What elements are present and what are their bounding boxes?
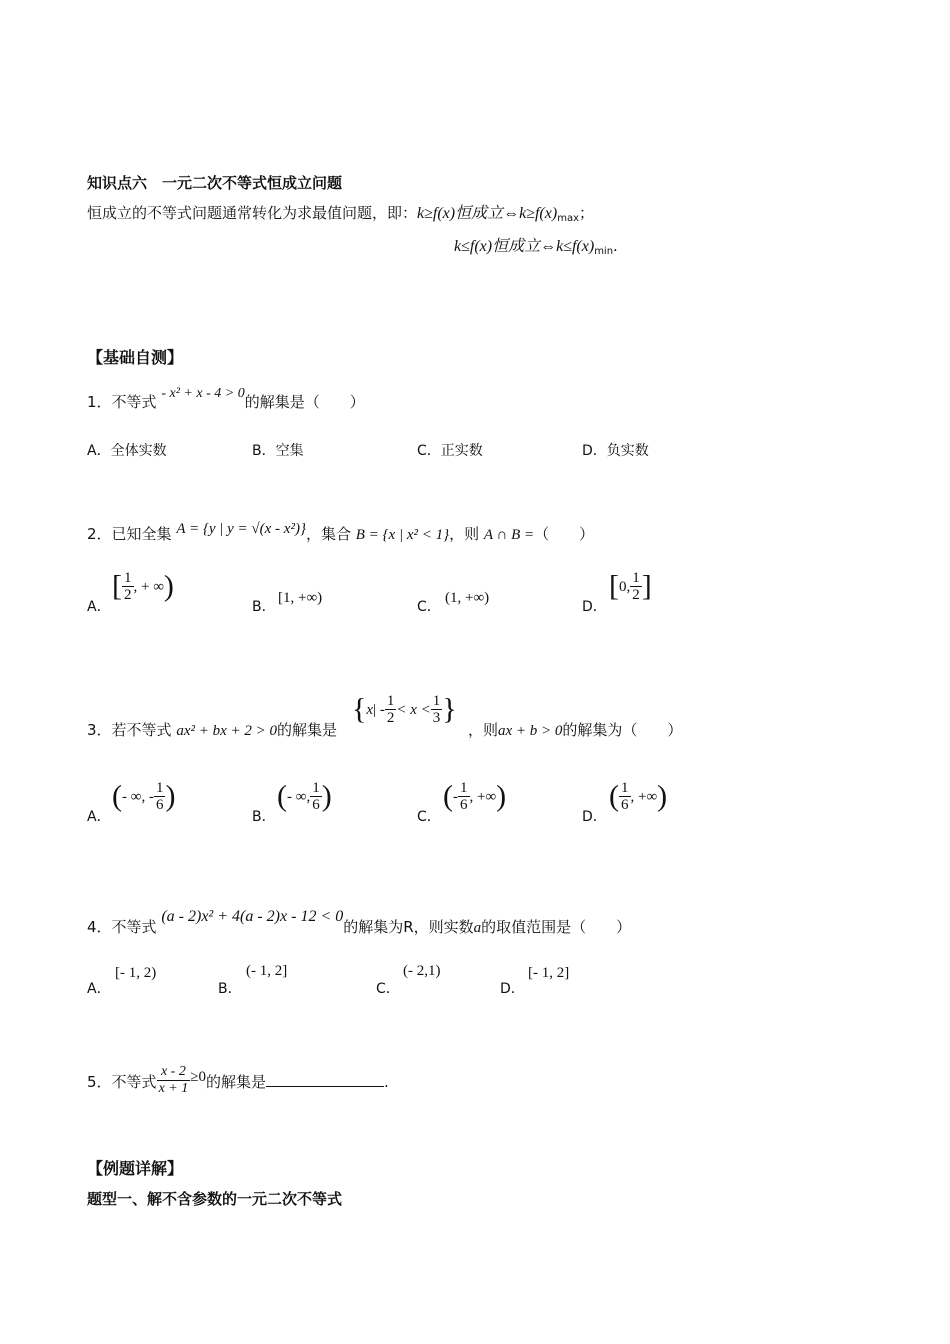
examples-heading: 【例题详解】 bbox=[87, 1159, 184, 1178]
q3-option-a-math: (- ∞, - $\frac{1}{6}$ ) bbox=[112, 779, 176, 813]
q4-number: 4． bbox=[87, 918, 112, 936]
q5-end: . bbox=[383, 1073, 389, 1091]
q2-option-c[interactable] bbox=[417, 597, 441, 617]
q2-option-d-math: [0, $\frac{1}{2}$ ] bbox=[609, 569, 652, 603]
q5-suffix: 的解集是 bbox=[205, 1073, 266, 1091]
question-1 bbox=[87, 386, 365, 414]
q4-math: (a - 2)x² + 4(a - 2)x - 12 < 0 bbox=[161, 908, 344, 925]
q5-answer-blank[interactable] bbox=[266, 1072, 384, 1087]
q4-option-c-label: C． bbox=[376, 981, 400, 997]
q2-set-a: A = {y | y = √(x - x²)} bbox=[176, 521, 306, 537]
q3-option-c-math: (- $\frac{1}{6}$ , +∞) bbox=[443, 779, 507, 813]
question-3 bbox=[87, 720, 337, 741]
q3-prefix: 若不等式 bbox=[111, 721, 172, 739]
q3-option-a[interactable] bbox=[87, 807, 111, 827]
question-type-1: 题型一、解不含参数的一元二次不等式 bbox=[87, 1190, 343, 1208]
line1-end: ； bbox=[579, 204, 595, 222]
q3-option-b-math: (- ∞, $\frac{1}{6}$ ) bbox=[277, 779, 332, 813]
q2-option-a[interactable] bbox=[87, 597, 111, 617]
q2-option-b-label: B． bbox=[252, 599, 276, 615]
question-2 bbox=[87, 521, 595, 545]
line1-prefix: 恒成立的不等式问题通常转化为求最值问题，即： bbox=[87, 204, 418, 222]
q3-set-math: {x| - $\frac{1}{2}$ < x < $\frac{1}{3}$ } bbox=[352, 692, 457, 726]
q2-option-d[interactable] bbox=[582, 597, 607, 617]
question-5 bbox=[87, 1066, 389, 1099]
q2-prefix: 已知全集 bbox=[111, 525, 172, 543]
q5-number: 5． bbox=[87, 1073, 112, 1091]
q4-prefix: 不等式 bbox=[111, 918, 157, 936]
section-line-2 bbox=[454, 236, 618, 262]
q2-option-c-math: (1, +∞) bbox=[445, 590, 490, 606]
q4-option-a[interactable] bbox=[87, 979, 111, 999]
q5-prefix: 不等式 bbox=[111, 1073, 157, 1091]
q2-option-d-label: D． bbox=[582, 599, 607, 615]
q1-option-d-text: 负实数 bbox=[606, 443, 649, 459]
q4-var: a bbox=[473, 920, 482, 936]
q3-math: ax² + bx + 2 > 0 bbox=[176, 723, 278, 739]
q1-option-c-label: C． bbox=[417, 443, 441, 459]
q4-suffix-b: 的取值范围是（ ） bbox=[481, 918, 632, 936]
q1-math: - x² + x - 4 > 0 bbox=[161, 386, 245, 401]
q4-option-b-math: (- 1, 2] bbox=[246, 963, 288, 979]
self-test-heading: 【基础自测】 bbox=[87, 348, 184, 367]
q5-relation: ≥0 bbox=[190, 1069, 206, 1085]
q1-option-c[interactable] bbox=[417, 441, 483, 461]
q3-mid2: ，则 bbox=[468, 721, 499, 739]
line2-sub: min bbox=[594, 246, 614, 257]
q3-option-c[interactable] bbox=[417, 807, 441, 827]
q1-option-c-text: 正实数 bbox=[440, 443, 483, 459]
q2-suffix: （ ） bbox=[534, 525, 595, 543]
q5-frac-num: x - 2 bbox=[157, 1064, 191, 1081]
q1-option-d[interactable] bbox=[582, 441, 649, 461]
q1-option-b-label: B． bbox=[252, 443, 276, 459]
q5-frac-den: x + 1 bbox=[158, 1081, 189, 1096]
q4-option-d[interactable] bbox=[500, 979, 525, 999]
q4-option-c-math: (- 2,1) bbox=[403, 963, 441, 979]
q4-option-b-label: B． bbox=[218, 981, 242, 997]
q1-option-b-text: 空集 bbox=[275, 443, 304, 459]
q3-number: 3． bbox=[87, 721, 112, 739]
q2-mid2: ，则 bbox=[449, 525, 480, 543]
line1-sub: max bbox=[557, 213, 579, 224]
q2-number: 2． bbox=[87, 525, 112, 543]
q3-option-d-math: ( $\frac{1}{6}$ , +∞) bbox=[609, 779, 668, 813]
q1-prefix: 不等式 bbox=[111, 393, 157, 411]
q3-mid: 的解集是 bbox=[277, 721, 338, 739]
q4-option-d-math: [- 1, 2] bbox=[528, 965, 570, 981]
q3-suffix: 的解集为（ ） bbox=[562, 721, 683, 739]
q4-option-c[interactable] bbox=[376, 979, 400, 999]
q1-option-b[interactable] bbox=[252, 441, 304, 461]
q2-option-a-label: A． bbox=[87, 599, 111, 615]
q4-option-d-label: D． bbox=[500, 981, 525, 997]
line2-end: . bbox=[613, 237, 618, 255]
q2-option-c-label: C． bbox=[417, 599, 441, 615]
q3-option-c-label: C． bbox=[417, 809, 441, 825]
q1-option-a-label: A． bbox=[87, 443, 111, 459]
q4-suffix-a: 的解集为R，则实数 bbox=[343, 918, 474, 936]
section-line-1 bbox=[87, 203, 594, 229]
q1-option-d-label: D． bbox=[582, 443, 607, 459]
q1-number: 1． bbox=[87, 393, 112, 411]
q3-tail bbox=[468, 720, 682, 741]
q1-option-a[interactable] bbox=[87, 441, 167, 461]
line2-math: k≤f(x)恒成立⇔k≤f(x) bbox=[454, 238, 595, 255]
q4-option-a-label: A． bbox=[87, 981, 111, 997]
q2-option-a-math: [ $\frac{1}{2}$ , + ∞) bbox=[112, 569, 174, 603]
q3-option-b-label: B． bbox=[252, 809, 276, 825]
section-title: 知识点六 一元二次不等式恒成立问题 bbox=[87, 174, 343, 192]
q4-option-b[interactable] bbox=[218, 979, 242, 999]
q4-option-a-math: [- 1, 2) bbox=[115, 965, 157, 981]
q3-option-d[interactable] bbox=[582, 807, 607, 827]
line1-math: k≥f(x)恒成立⇔k≥f(x) bbox=[417, 205, 558, 222]
q2-option-b-math: [1, +∞) bbox=[278, 590, 323, 606]
q2-mid: ，集合 bbox=[305, 525, 351, 543]
q2-set-b: B = {x | x² < 1} bbox=[355, 527, 450, 543]
q1-option-a-text: 全体实数 bbox=[110, 443, 167, 459]
q3-option-b[interactable] bbox=[252, 807, 276, 827]
q2-option-b[interactable] bbox=[252, 597, 276, 617]
q2-expr: A ∩ B = bbox=[483, 527, 535, 543]
q1-suffix: 的解集是（ ） bbox=[244, 393, 365, 411]
q3-option-d-label: D． bbox=[582, 809, 607, 825]
q3-option-a-label: A． bbox=[87, 809, 111, 825]
question-4 bbox=[87, 908, 632, 938]
q3-math2: ax + b > 0 bbox=[498, 723, 563, 739]
